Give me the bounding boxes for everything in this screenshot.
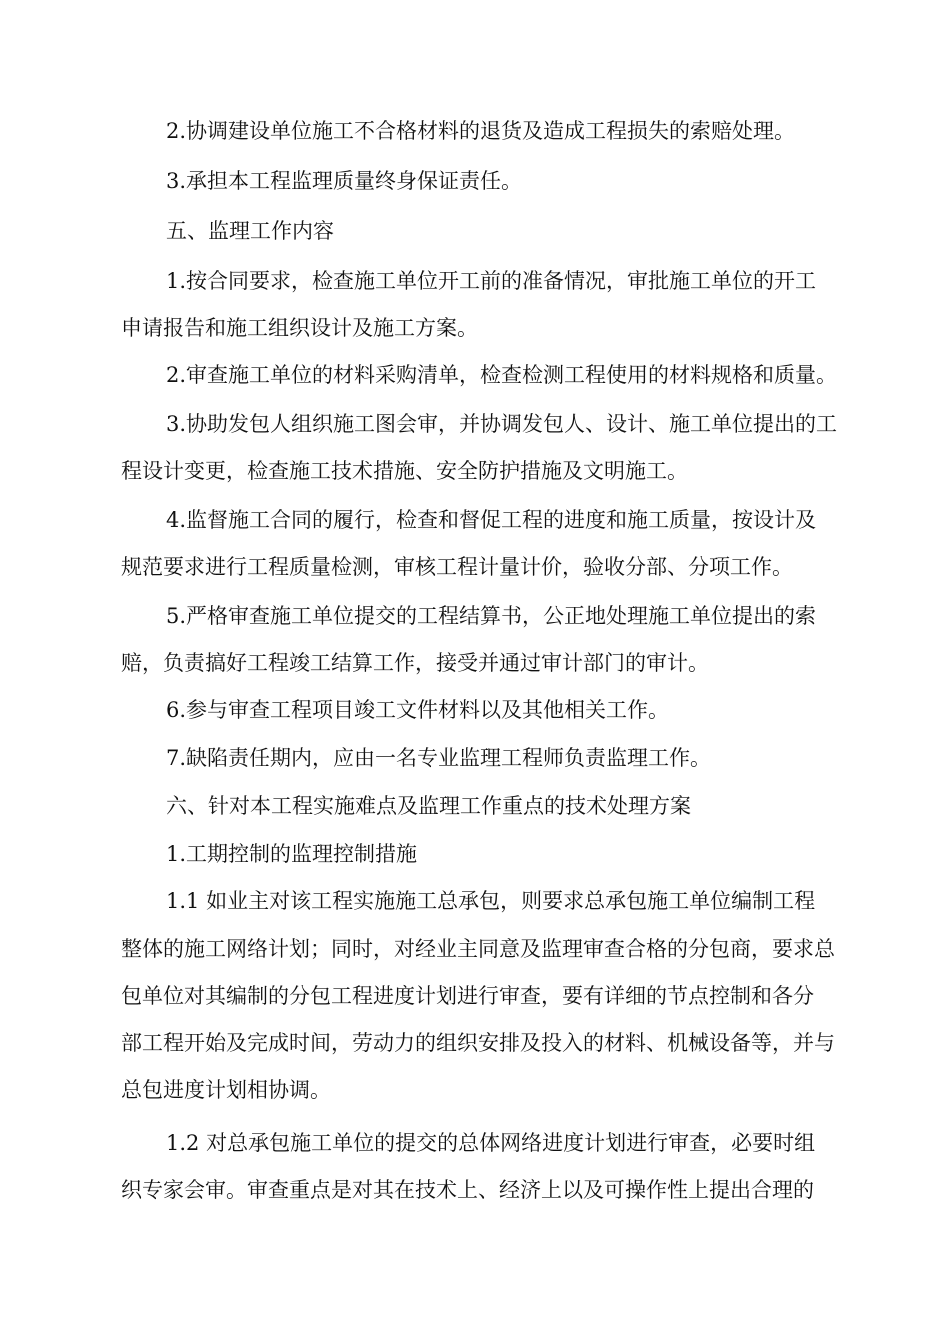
text-line: 赔，负责搞好工程竣工结算工作，接受并通过审计部门的审计。 [121,651,709,675]
text-line: 7.缺陷责任期内，应由一名专业监理工程师负责监理工作。 [166,746,712,770]
text-line: 总包进度计划相协调。 [121,1078,331,1102]
text-line: 2.审查施工单位的材料采购清单，检查检测工程使用的材料规格和质量。 [166,363,838,387]
text-line: 1.1 如业主对该工程实施施工总承包，则要求总承包施工单位编制工程 [166,889,816,913]
text-line: 程设计变更，检查施工技术措施、安全防护措施及文明施工。 [121,459,688,483]
text-line: 申请报告和施工组织设计及施工方案。 [121,316,478,340]
text-line: 4.监督施工合同的履行，检查和督促工程的进度和施工质量，按设计及 [166,508,817,532]
text-line: 6.参与审查工程项目竣工文件材料以及其他相关工作。 [166,698,670,722]
text-line: 1.2 对总承包施工单位的提交的总体网络进度计划进行审查，必要时组 [166,1131,816,1155]
text-line: 织专家会审。审查重点是对其在技术上、经济上以及可操作性上提出合理的 [121,1178,814,1202]
text-line: 1.按合同要求，检查施工单位开工前的准备情况，审批施工单位的开工 [166,269,817,293]
text-line: 5.严格审查施工单位提交的工程结算书，公正地处理施工单位提出的索 [166,604,817,628]
subsection-heading: 1.工期控制的监理控制措施 [166,842,418,866]
text-line: 部工程开始及完成时间，劳动力的组织安排及投入的材料、机械设备等，并与 [121,1031,835,1055]
text-line: 3.协助发包人组织施工图会审，并协调发包人、设计、施工单位提出的工 [166,412,838,436]
text-line: 整体的施工网络计划；同时，对经业主同意及监理审查合格的分包商，要求总 [121,937,835,961]
section-heading: 五、监理工作内容 [166,219,334,243]
text-line: 规范要求进行工程质量检测，审核工程计量计价，验收分部、分项工作。 [121,555,793,579]
text-line: 3.承担本工程监理质量终身保证责任。 [166,169,523,193]
text-line: 2.协调建设单位施工不合格材料的退货及造成工程损失的索赔处理。 [166,119,796,143]
text-line: 包单位对其编制的分包工程进度计划进行审查，要有详细的节点控制和各分 [121,984,814,1008]
section-heading: 六、针对本工程实施难点及监理工作重点的技术处理方案 [166,794,691,818]
